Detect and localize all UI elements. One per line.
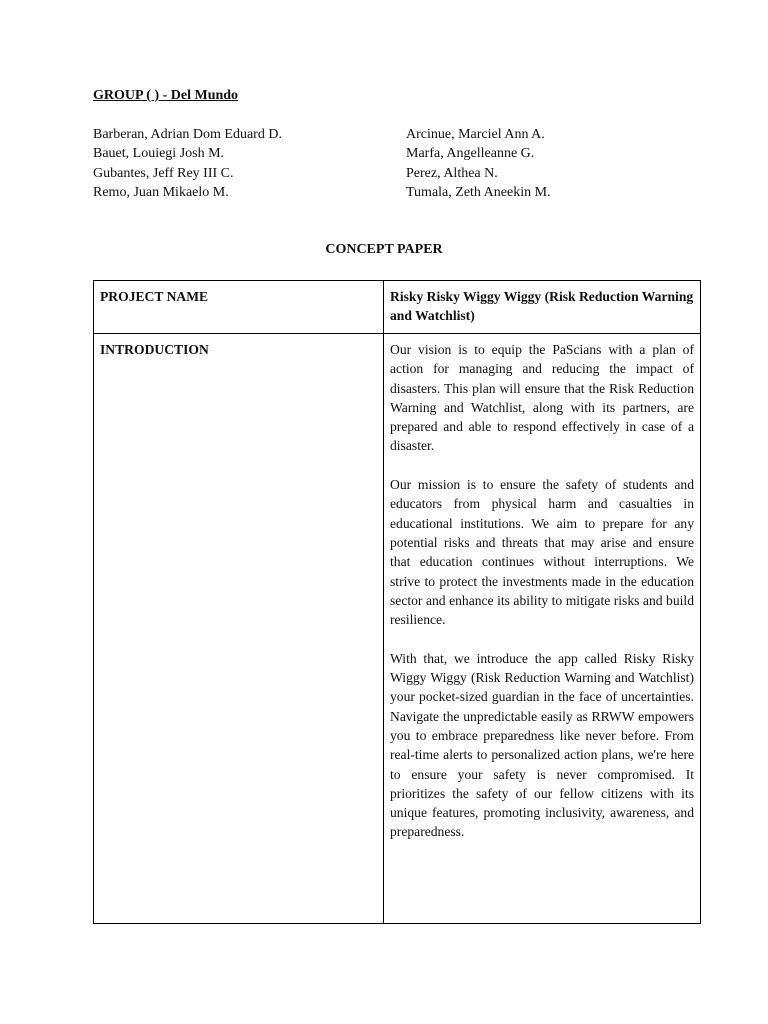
member-name: Remo, Juan Mikaelo M. <box>93 184 229 200</box>
introduction-paragraph-mission: Our mission is to ensure the safety of students and educators from physical harm and casualties in educational institutions. We aim to prepare for any potential risks and threats that may arise and ensure that education continues without interruptions. We strive to protect the investments made in the education sector and enhance its ability to mitigate risks and build resilience. <box>390 477 694 628</box>
member-name: Bauet, Louiegi Josh M. <box>93 146 225 162</box>
group-title: GROUP ( ) - Del Mundo <box>93 88 239 103</box>
document-heading: CONCEPT PAPER <box>325 242 443 257</box>
member-name: Tumala, Zeth Aneekin M. <box>406 184 551 200</box>
member-name: Marfa, Angelleanne G. <box>406 146 535 162</box>
introduction-paragraph-vision: Our vision is to equip the PaScians with a plan of action for managing and reducing the impact of disasters. This plan will ensure that the Risk Reduction Warning and Watchlist, along with its partners, are prepared and able to respond effectively in case of a disaster. <box>390 342 694 454</box>
table-cell-label <box>94 281 384 334</box>
member-name: Perez, Althea N. <box>406 165 498 181</box>
members-list-left <box>93 125 282 202</box>
table-cell-value <box>384 334 701 924</box>
project-name-label: PROJECT NAME <box>100 289 209 304</box>
concept-paper-table <box>93 280 701 924</box>
table-row-project-name <box>94 281 701 334</box>
table-cell-value <box>384 281 701 334</box>
introduction-paragraph-app: With that, we introduce the app called Risky Risky Wiggy Wiggy (Risk Reduction Warning and Watchlist) your pocket-sized guardian in the face of uncertainties. Navigate the unpredictable easily as RRWW empowers you to embrace preparedness like never before. From real-time alerts to personalized action plans, we're here to ensure your safety is never compromised. It prioritizes the safety of our fellow citizens with its unique features, promoting inclusivity, awareness, and preparedness. <box>390 650 694 840</box>
table-cell-label <box>94 334 384 924</box>
member-name: Arcinue, Marciel Ann A. <box>406 127 545 142</box>
members-list-right <box>406 125 551 202</box>
member-name: Gubantes, Jeff Rey III C. <box>93 165 234 181</box>
table-row-introduction <box>94 334 701 924</box>
introduction-label: INTRODUCTION <box>100 342 209 357</box>
member-name: Barberan, Adrian Dom Eduard D. <box>93 127 282 142</box>
project-name-value: Risky Risky Wiggy Wiggy (Risk Reduction Warning and Watchlist) <box>390 289 694 324</box>
